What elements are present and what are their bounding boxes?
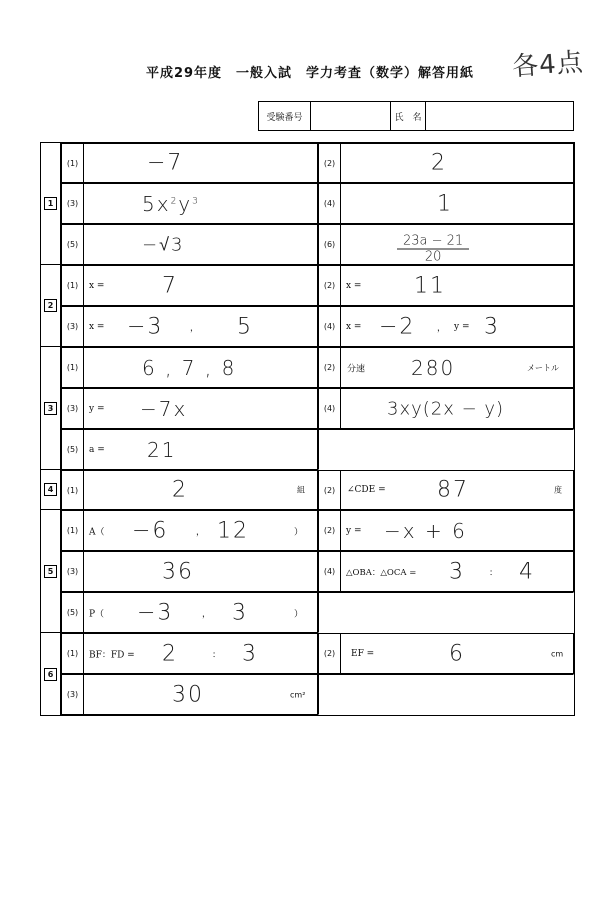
answer-value: −7 [147,150,184,176]
question-number: (1) [62,144,84,182]
question-number: (5) [62,225,84,264]
answer-label: △OBA：△OCA = [346,567,417,578]
answer-value-a: −3 [127,314,164,339]
answer-exponent: 2 [170,195,179,206]
answer-cell-6-1[interactable] [61,633,318,674]
answer-var: y [178,191,193,216]
answer-cell-5-3[interactable] [61,551,318,592]
answer-cell-2-1[interactable] [61,265,318,306]
answer-label: A（ [89,527,105,537]
question-number: (3) [62,307,84,346]
answer-cell-1-2[interactable] [318,143,574,183]
answer-label-y: y = [454,321,470,332]
answer-value-b: 12 [217,518,249,543]
answer-label: ∠CDE = [347,485,386,495]
question-number: (1) [62,634,84,673]
question-number: (1) [62,511,84,550]
answer-cell-2-2[interactable] [318,265,574,306]
answer-label: BF：FD = [89,650,135,660]
answer-value-a: 2 [162,641,178,666]
points-note: 各4点 [511,47,585,83]
question-number: (5) [62,430,84,469]
empty-cell [318,429,574,470]
section-6 [41,633,574,715]
answer-unit: cm [551,649,564,658]
answer-value: 87 [437,477,469,503]
answer-separator: ： [489,568,499,578]
empty-cell [318,592,574,633]
answer-value: 6 , 7 , 8 [142,355,237,380]
answer-cell-3-1[interactable] [61,347,318,388]
answer-label: P（ [89,609,105,619]
answer-cell-2-4[interactable] [318,306,574,347]
section-number: 5 [44,565,57,578]
exam-id-box [258,101,574,131]
answer-label: y = [346,525,362,536]
answer-cell-6-2[interactable] [318,633,574,674]
answer-separator: ， [202,609,212,619]
answer-label: x = [346,280,362,291]
question-number: (4) [319,552,341,591]
answer-cell-3-5[interactable] [61,429,318,470]
answer-cell-2-3[interactable] [61,306,318,347]
answer-cell-1-5[interactable] [61,224,318,265]
answer-label-x: x = [346,321,362,332]
question-number: (3) [62,184,84,223]
answer-close: ） [294,609,304,619]
answer-value-b: 3 [232,600,248,625]
answer-value: 30 [172,682,204,707]
answer-label: 分速 [347,364,366,374]
answer-label: x = [89,321,105,332]
answer-label: x = [89,280,105,291]
answer-sheet [40,142,575,716]
answer-unit: 度 [554,485,562,495]
answer-cell-3-4[interactable] [318,388,574,429]
question-number: (1) [62,348,84,387]
answer-value-y: 3 [484,314,500,339]
answer-value: 7 [162,273,178,298]
question-number: (3) [62,675,84,714]
answer-value: −7x [140,396,188,421]
answer-cell-5-2[interactable] [318,510,574,551]
question-number: (4) [319,389,341,428]
answer-cell-5-5[interactable] [61,592,318,633]
section-number: 6 [44,668,57,681]
answer-unit: メートル [527,363,559,372]
answer-cell-1-1[interactable] [61,143,318,183]
section-number: 4 [44,483,57,496]
answer-value-b: 5 [237,314,253,339]
fraction-numerator: 23a − 21 [397,233,469,249]
answer-cell-3-3[interactable] [61,388,318,429]
answer-separator: ： [212,650,222,660]
answer-cell-1-3[interactable] [61,183,318,224]
answer-base: 5x [142,191,171,216]
question-number: (3) [62,552,84,591]
answer-value: −x + 6 [384,518,467,543]
answer-cell-4-2[interactable] [318,470,574,510]
section-number: 1 [44,197,57,210]
fraction-denominator: 20 [424,249,442,264]
answer-value-a: −6 [132,518,169,543]
answer-exponent: 3 [192,195,200,206]
question-number: (2) [319,471,341,509]
answer-value: 2 [431,150,447,176]
answer-cell-5-1[interactable] [61,510,318,551]
answer-cell-3-2[interactable] [318,347,574,388]
answer-cell-5-4[interactable] [318,551,574,592]
section-number: 2 [44,299,57,312]
answer-value [142,192,200,216]
exam-no-label: 受験番号 [259,102,311,130]
section-1 [41,143,574,265]
answer-value-b: 3 [242,641,258,666]
answer-unit: 組 [297,485,305,495]
question-number: (1) [62,266,84,305]
answer-value: 3xy(2x − y) [387,398,505,419]
answer-value: 11 [414,273,446,298]
answer-label: EF = [351,648,375,659]
question-number: (4) [319,184,341,223]
question-number: (2) [319,266,341,305]
answer-value: 1 [437,191,453,216]
question-number: (2) [319,634,341,673]
answer-cell-1-6[interactable] [318,224,574,265]
question-number: (2) [319,144,341,182]
section-number: 3 [44,402,57,415]
answer-value-x: −2 [379,314,416,339]
name-field[interactable] [426,102,573,130]
question-number: (2) [319,511,341,550]
exam-no-field[interactable] [311,102,391,130]
empty-cell [318,674,574,715]
answer-separator: ， [437,323,447,333]
question-number: (3) [62,389,84,428]
answer-separator: ， [196,527,206,537]
answer-value: 280 [411,355,456,380]
answer-value-b: 4 [519,559,535,584]
answer-value: −√3 [142,234,185,255]
answer-separator: ， [190,323,200,333]
answer-value-a: −3 [137,600,174,625]
answer-value-a: 3 [449,559,465,584]
section-3 [41,347,574,470]
answer-close: ） [294,527,304,537]
section-2 [41,265,574,347]
question-number: (4) [319,307,341,346]
question-number: (1) [62,471,84,509]
section-5 [41,510,574,633]
answer-unit: cm² [290,690,306,699]
answer-value: 6 [449,641,465,666]
answer-cell-1-4[interactable] [318,183,574,224]
answer-value: 36 [162,559,194,584]
question-number: (2) [319,348,341,387]
answer-label: a = [89,444,105,455]
sheet-title: 平成29年度 一般入試 学力考査（数学）解答用紙 [145,66,475,81]
question-number: (5) [62,593,84,632]
answer-value: 2 [172,477,188,503]
answer-value: 21 [147,437,177,462]
section-4 [41,470,574,510]
name-label: 氏 名 [391,102,426,130]
answer-cell-4-1[interactable] [61,470,318,510]
answer-cell-6-3[interactable] [61,674,318,715]
answer-label: y = [89,403,105,414]
question-number: (6) [319,225,341,264]
answer-value [397,225,469,264]
